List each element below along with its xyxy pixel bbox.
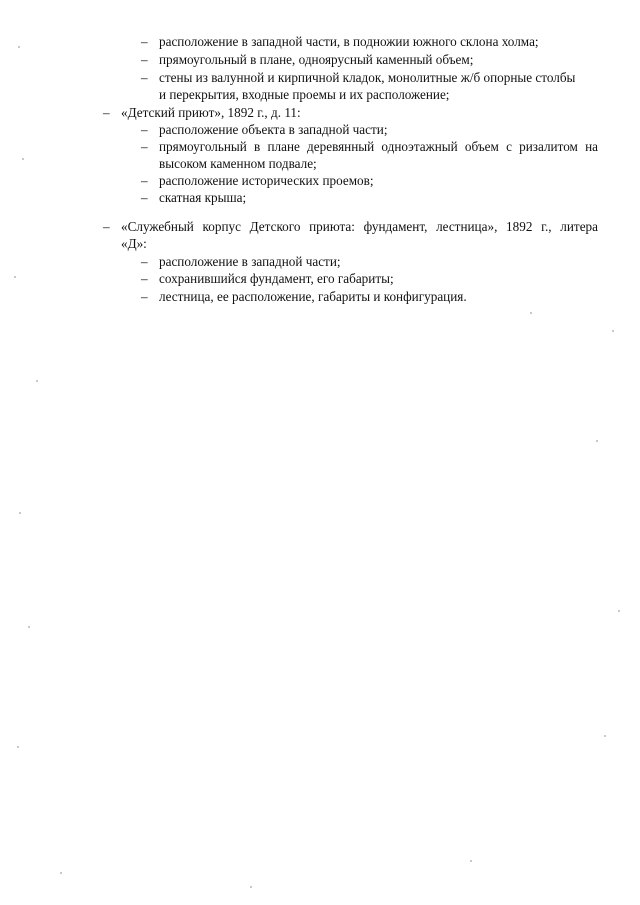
scan-speck <box>18 46 20 48</box>
list-item: расположение в западной части; <box>159 254 341 269</box>
scan-speck <box>36 380 38 382</box>
list-item: стены из валунной и кирпичной кладок, монолитные ж/б опорные столбы <box>159 70 576 85</box>
scan-speck <box>22 158 24 160</box>
bullet-dash: – <box>141 289 148 304</box>
scan-speck <box>17 746 19 748</box>
list-item-continuation: и перекрытия, входные проемы и их расположение; <box>159 87 450 102</box>
bullet-dash: – <box>141 139 148 154</box>
scan-speck <box>28 626 30 628</box>
scan-speck <box>19 512 21 514</box>
list-item: прямоугольный в плане, одноярусный каменный объем; <box>159 52 474 67</box>
section-title-continuation: «Д»: <box>121 236 147 251</box>
section-title: «Служебный корпус Детского приюта: фундамент, лестница», 1892 г., литера <box>121 219 598 234</box>
bullet-dash: – <box>141 173 148 188</box>
scan-speck <box>604 735 606 737</box>
section-dash: – <box>103 219 110 234</box>
list-item: прямоугольный в плане деревянный одноэтажный объем с ризалитом на <box>159 139 598 154</box>
bullet-dash: – <box>141 190 148 205</box>
section-dash: – <box>103 105 110 120</box>
list-item: расположение объекта в западной части; <box>159 122 388 137</box>
list-item: лестница, ее расположение, габариты и конфигурация. <box>159 289 467 304</box>
list-item: скатная крыша; <box>159 190 247 205</box>
bullet-dash: – <box>141 254 148 269</box>
scan-speck <box>618 610 620 612</box>
bullet-dash: – <box>141 271 148 286</box>
bullet-dash: – <box>141 70 148 85</box>
scan-speck <box>250 886 252 888</box>
bullet-dash: – <box>141 122 148 137</box>
list-item: расположение в западной части, в подножии южного склона холма; <box>159 34 539 49</box>
bullet-dash: – <box>141 52 148 67</box>
scan-speck <box>530 312 532 314</box>
scan-speck <box>14 276 16 278</box>
section-title: «Детский приют», 1892 г., д. 11: <box>121 105 301 120</box>
scan-speck <box>470 860 472 862</box>
list-item: расположение исторических проемов; <box>159 173 374 188</box>
list-item: сохранившийся фундамент, его габариты; <box>159 271 394 286</box>
list-item-continuation: высоком каменном подвале; <box>159 156 317 171</box>
scan-speck <box>612 330 614 332</box>
scan-speck <box>60 872 62 874</box>
scan-speck <box>596 440 598 442</box>
bullet-dash: – <box>141 34 148 49</box>
